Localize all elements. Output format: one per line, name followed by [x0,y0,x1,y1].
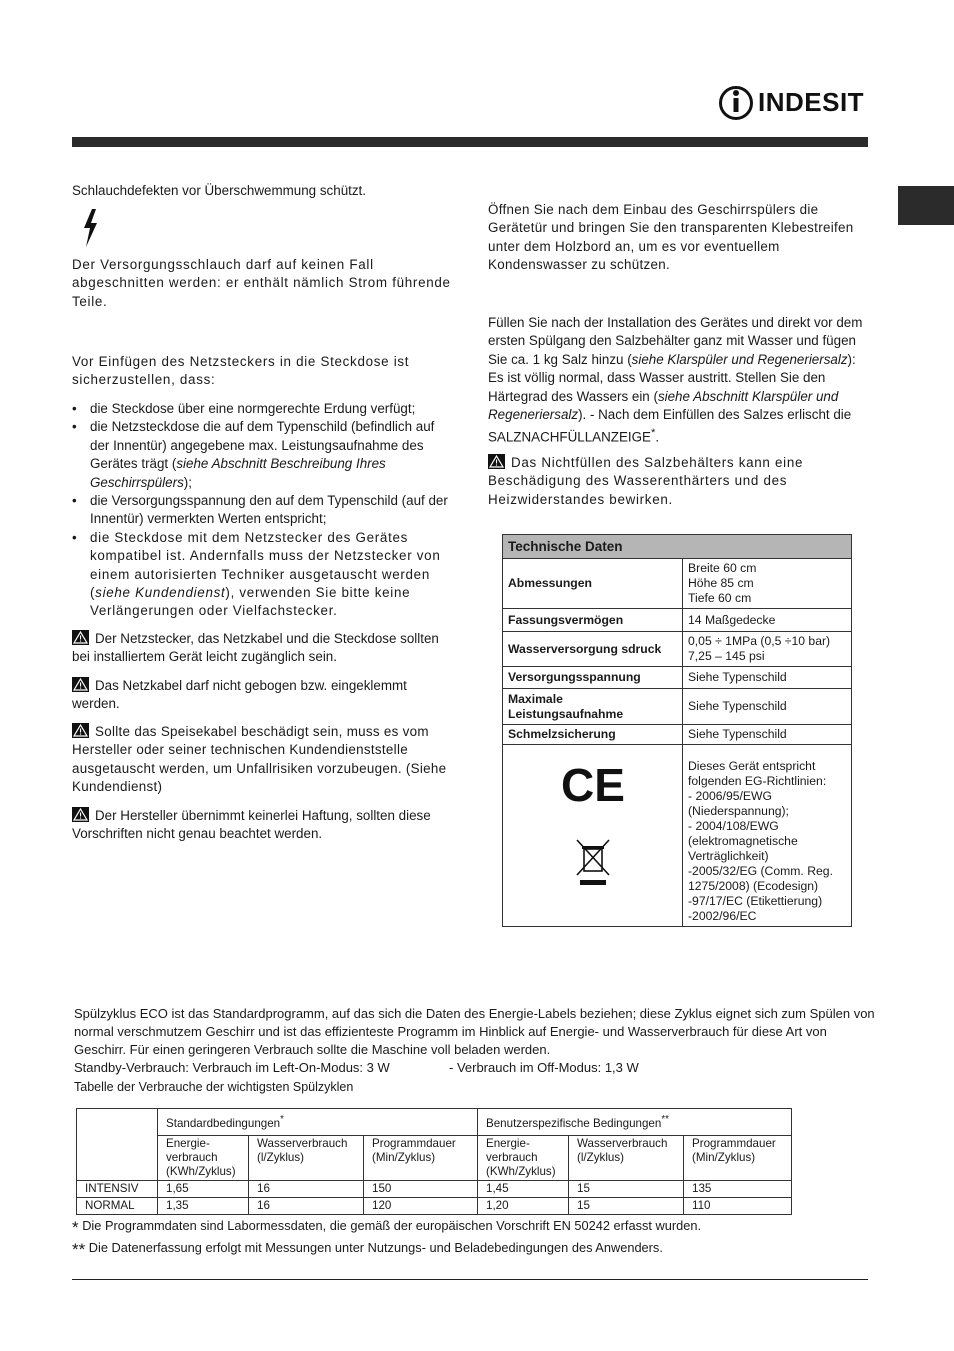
table-row [503,667,852,689]
table-row [503,559,852,609]
table-row [77,1180,792,1197]
warning-text: Der Hersteller übernimmt keinerlei Haftung, sollten diese Vorschriften nicht genau beachtet werden. [72,808,431,842]
paragraph-text: ): Es ist völlig normal, dass Wasser austritt. Stellen Sie den Härtegrad des Wassers ein ( [488,351,856,404]
directives-cell [683,745,852,927]
value-line: Höhe 85 cm [688,576,754,590]
list-item [90,400,456,418]
warning-icon [72,807,89,822]
list-item [90,529,456,621]
checklist [72,400,456,621]
group-header-standard [158,1109,478,1136]
column-header: Energie- verbrauch (KWh/Zyklus) [478,1135,569,1180]
table-row [503,725,852,745]
paragraph-reference: siehe Klarspüler und Regeneriersalz [631,351,848,367]
footnote-text: Die Datenerfassung erfolgt mit Messungen unter Nutzungs- und Beladebedingungen des Anwenders. [88,1240,663,1255]
column-header: Energie- verbrauch (KWh/Zyklus) [158,1135,249,1180]
warning-cable-bend [72,677,456,714]
warning-text: Das Netzkabel darf nicht gebogen bzw. eingeklemmt werden. [72,678,407,712]
list-item-text: die Netzsteckdose die auf dem Typenschild (befindlich auf der Innentür) angegebene max. Leistungsaufnahme des Gerätes trägt ( [90,419,435,472]
table-group-header-row [77,1109,792,1136]
header-rule [72,137,868,147]
electric-hazard-icon [80,208,100,253]
list-item-text: ), verwenden Sie bitte keine Verlängerungen oder Vielfachstecker. [90,585,411,619]
warning-liability [72,807,456,844]
row-value: Siehe Typenschild [683,667,852,689]
ce-mark-icon [560,759,625,811]
warning-icon [72,630,89,645]
warning-access [72,630,456,667]
paragraph-salt-filling [488,314,874,447]
paragraph-hose-protection: Schlauchdefekten vor Überschwemmung schützt. [72,183,366,198]
footnote-text: Die Programmdaten sind Labormessdaten, die gemäß der europäischen Vorschrift EN 50242 erfasst wurden. [82,1218,702,1233]
table-cell: 1,65 [158,1180,249,1197]
paragraph-before-plugging: Vor Einfügen des Netzsteckers in die Steckdose ist sicherzustellen, dass: [72,354,410,388]
value-line: Tiefe 60 cm [688,591,752,605]
list-item-reference: siehe Abschnitt Beschreibung Ihres Geschirrspülers [90,456,386,490]
footnote-mark: * [280,1114,284,1125]
table-cell: 150 [364,1180,478,1197]
directive-line: -2002/96/EC [688,909,757,923]
footer-rule [72,1279,868,1280]
table-row [503,745,852,927]
paragraph-text: . [655,429,660,445]
row-label: Versorgungsspannung [503,667,683,689]
value-line: 7,25 – 145 psi [688,649,765,663]
directive-line: -97/17/EC (Etikettierung) [688,894,823,908]
paragraph-text: ). - Nach dem Einfüllen des Salzes erlischt die SALZNACHFÜLLANZEIGE [488,407,852,445]
row-value [683,559,852,609]
footnote-mark: ** [661,1114,669,1125]
warning-text: Das Nichtfüllen des Salzbehälters kann eine Beschädigung des Wasserenthärters und des Heizwiderstandes bewirken. [488,455,804,507]
standby-left-on: Standby-Verbrauch: Verbrauch im Left-On-Modus: 3 W [74,1060,390,1075]
row-label: NORMAL [77,1197,158,1214]
row-value [683,632,852,667]
table-cell: 1,35 [158,1197,249,1214]
directive-line: -2005/32/EG (Comm. Reg. 1275/2008) (Ecodesign) [688,864,833,893]
technical-data-table [502,534,852,927]
directive-line: - 2004/108/EWG (elektromagnetische Verträglichkeit) [688,819,798,863]
brand-wordmark: INDESIT [758,86,865,117]
table-cell: 16 [249,1197,364,1214]
warning-icon [72,723,89,738]
list-item [90,492,456,529]
paragraph-hose-warning: Der Versorgungsschlauch darf auf keinen Fall abgeschnitten werden: er enthält nämlich Strom führende Teile. [72,257,451,309]
consumption-table [76,1108,792,1215]
warning-salt [488,454,864,509]
row-value: 14 Maßgedecke [683,609,852,632]
paragraph-eco-cycle: Spülzyklus ECO ist das Standardprogramm, auf das sich die Daten des Energie-Labels beziehen; diese Zyklus eignet sich zum Spülen von normal verschmutzem Geschirr und ist das effizienteste Programm im Hinblick auf Energie- und Wasserverbrauch für diese Art von Geschirr. Für einen geringeren Verbrauch sollte die Maschine voll beladen werden. [74,1006,875,1057]
table-cell: 16 [249,1180,364,1197]
paragraph-door-strip: Öffnen Sie nach dem Einbau des Geschirrspülers die Gerätetür und bringen Sie den transparenten Klebestreifen unter dem Holzbord an, um es vor eventuellem Kondenswasser zu schützen. [488,202,854,273]
column-header: Programmdauer (Min/Zyklus) [684,1135,792,1180]
table-cell: 1,45 [478,1180,569,1197]
table-row [77,1197,792,1214]
column-header: Wasserverbrauch (l/Zyklus) [569,1135,684,1180]
table-cell: 110 [684,1197,792,1214]
list-item-reference: siehe Kundendienst [95,585,226,601]
warning-cable-damage [72,723,456,797]
warning-text: Der Netzstecker, das Netzkabel und die Steckdose sollten bei installiertem Gerät leicht zugänglich sein. [72,631,439,665]
list-item-text: ); [183,474,192,490]
group-label: Benutzerspezifische Bedingungen [486,1116,662,1130]
group-label: Standardbedingungen [166,1116,281,1130]
column-header: Programmdauer (Min/Zyklus) [364,1135,478,1180]
table-cell: 120 [364,1197,478,1214]
paragraph-reference: siehe Abschnitt Klarspüler und Regeneriersalz [488,388,839,423]
value-line: 0,05 ÷ 1MPa (0,5 ÷10 bar) [688,634,831,648]
warning-icon [72,677,89,692]
column-header: Wasserverbrauch (l/Zyklus) [249,1135,364,1180]
marks-cell [503,745,683,927]
table-header-row [503,535,852,559]
row-label: Fassungsvermögen [503,609,683,632]
table-title: Technische Daten [503,535,852,559]
table-column-header-row [77,1135,792,1180]
row-label: Schmelzsicherung [503,725,683,745]
group-header-user [478,1109,792,1136]
standby-off: - Verbrauch im Off-Modus: 1,3 W [449,1060,639,1075]
row-label: Abmessungen [503,559,683,609]
footnote-2 [72,1240,663,1260]
paragraph-text: Füllen Sie nach der Installation des Gerätes und direkt vor dem ersten Spülgang den Salzbehälter ganz mit Wasser und fügen Sie ca. 1 kg Salz hinzu ( [488,315,863,367]
list-item-text: die Versorgungsspannung den auf dem Typenschild (auf der Innentür) vermerkten Werten entspricht; [90,493,448,527]
row-label: Maximale Leistungsaufnahme [503,689,683,725]
row-label: INTENSIV [77,1180,158,1197]
list-item-text: die Steckdose über eine normgerechte Erdung verfügt; [90,401,416,416]
table-cell: 1,20 [478,1197,569,1214]
table-cell: 135 [684,1180,792,1197]
table-row [503,609,852,632]
warning-icon [488,454,505,469]
table-row [503,689,852,725]
empty-corner-cell [77,1109,158,1181]
list-item-text: die Steckdose mit dem Netzstecker des Gerätes kompatibel ist. Andernfalls muss der Netzstecker von einem autorisierten Techniker ausgetauscht werden ( [90,529,441,601]
row-value: Siehe Typenschild [683,689,852,725]
footnote-1 [72,1218,701,1238]
list-item [90,418,456,492]
footnote-mark: * [650,427,656,440]
warning-text: Sollte das Speisekabel beschädigt sein, muss es vom Hersteller oder seiner technischen Kundendienststelle ausgetauscht werden, um Unfallrisiken vorzubeugen. (Siehe Kundendienst) [72,724,447,795]
directive-line: - 2006/95/EWG (Niederspannung); [688,789,789,818]
row-label: Wasserversorgung sdruck [503,632,683,667]
table-cell: 15 [569,1197,684,1214]
table-row [503,632,852,667]
indesit-logo [718,82,864,122]
table-cell: 15 [569,1180,684,1197]
footnote-mark: ** [72,1240,86,1259]
footnote-mark: * [72,1218,79,1237]
row-value: Siehe Typenschild [683,725,852,745]
value-line: Breite 60 cm [688,561,757,575]
consumption-table-caption: Tabelle der Verbrauche der wichtigsten Spülzyklen [74,1080,354,1094]
directive-line: Dieses Gerät entspricht folgenden EG-Richtlinien: [688,759,827,788]
section-tab-marker [898,186,954,225]
indesit-logo-icon [718,82,754,122]
ce-mark-text: CE [560,759,625,811]
weee-crossed-bin-icon [575,837,611,887]
